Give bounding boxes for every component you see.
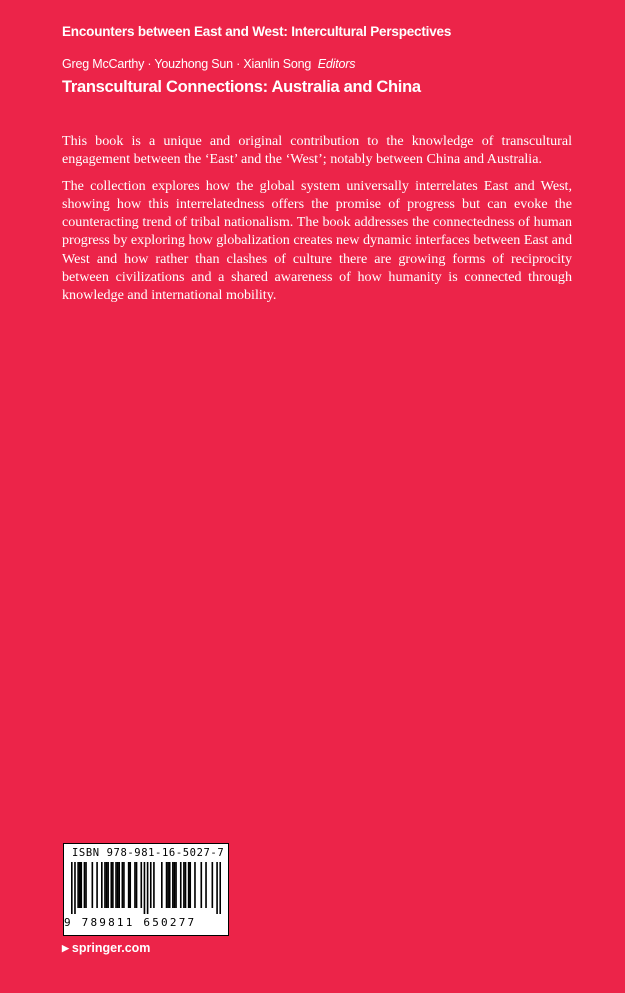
barcode-bar — [161, 862, 163, 908]
barcode-bar — [96, 862, 98, 908]
editor-names: Greg McCarthy · Youzhong Sun · Xianlin Song — [62, 57, 312, 71]
barcode-bar — [104, 862, 106, 908]
barcode-bar — [194, 862, 196, 908]
barcode-bar — [140, 862, 142, 908]
barcode-image — [71, 862, 221, 914]
isbn-barcode — [63, 843, 229, 936]
barcode-bar — [79, 862, 81, 908]
barcode-bar — [106, 862, 108, 908]
barcode-bar — [216, 862, 218, 914]
barcode-bar — [84, 862, 86, 908]
barcode-bar — [112, 862, 114, 908]
barcode-bar — [219, 862, 221, 914]
barcode-bar — [150, 862, 152, 908]
book-description — [62, 132, 572, 313]
barcode-bar — [172, 862, 174, 908]
description-paragraph-2: The collection explores how the global system universally interrelates East and West, showing how this interrelatedness offers the promise of progress but can evoke the counteracting trend of tribal nationalism. The book addresses the connectedness of human progress by exploring how globalization creates new dynamic interfaces between East and West and how rather than clashes of culture there are growing forms of reciprocity between civilizations and a shared awareness of how humanity is connected through knowledge and international mobility. — [62, 177, 572, 304]
barcode-bar — [169, 862, 171, 908]
barcode-bar — [115, 862, 117, 908]
barcode-bar — [122, 862, 124, 908]
publisher-link[interactable] — [62, 941, 150, 955]
barcode-bar — [205, 862, 207, 908]
barcode-bar — [110, 862, 112, 908]
barcode-bar — [136, 862, 138, 908]
barcode-bar — [167, 862, 169, 908]
barcode-bar — [129, 862, 131, 908]
barcode-bar — [77, 862, 79, 908]
barcode-bar — [85, 862, 87, 908]
barcode-bar — [180, 862, 182, 908]
barcode-bar — [118, 862, 120, 908]
barcode-bar — [80, 862, 82, 908]
barcode-bar — [74, 862, 76, 914]
barcode-bar — [166, 862, 168, 908]
barcode-bar — [101, 862, 103, 908]
book-title: Transcultural Connections: Australia and China — [62, 78, 421, 96]
arrow-right-icon: ▶ — [62, 943, 69, 953]
series-title: Encounters between East and West: Intercultural Perspectives — [62, 24, 452, 39]
barcode-bar — [153, 862, 155, 908]
barcode-bar — [71, 862, 73, 914]
barcode-bar — [92, 862, 94, 908]
barcode-bar — [183, 862, 185, 908]
editors-role: Editors — [317, 57, 356, 71]
barcode-bar — [123, 862, 125, 908]
barcode-bar — [174, 862, 176, 908]
isbn-label: ISBN 978-981-16-5027-7 — [72, 847, 225, 859]
barcode-bar — [200, 862, 202, 908]
barcode-bar — [175, 862, 177, 908]
barcode-bar — [185, 862, 187, 908]
barcode-bar — [212, 862, 214, 908]
barcode-bar — [128, 862, 130, 908]
publisher-link-text[interactable]: springer.com — [71, 941, 151, 955]
barcode-bar — [189, 862, 191, 908]
barcode-digits: 9 789811 650277 — [64, 916, 197, 929]
barcode-bar — [188, 862, 190, 908]
editors-line — [62, 57, 355, 71]
barcode-bar — [107, 862, 109, 908]
barcode-bar — [144, 862, 146, 914]
barcode-bar — [134, 862, 136, 908]
description-paragraph-1: This book is a unique and original contribution to the knowledge of transcultural engagement between the ‘East’ and the ‘West’; notably between China and Australia. — [62, 133, 572, 168]
barcode-bar — [147, 862, 149, 914]
barcode-bar — [117, 862, 119, 908]
